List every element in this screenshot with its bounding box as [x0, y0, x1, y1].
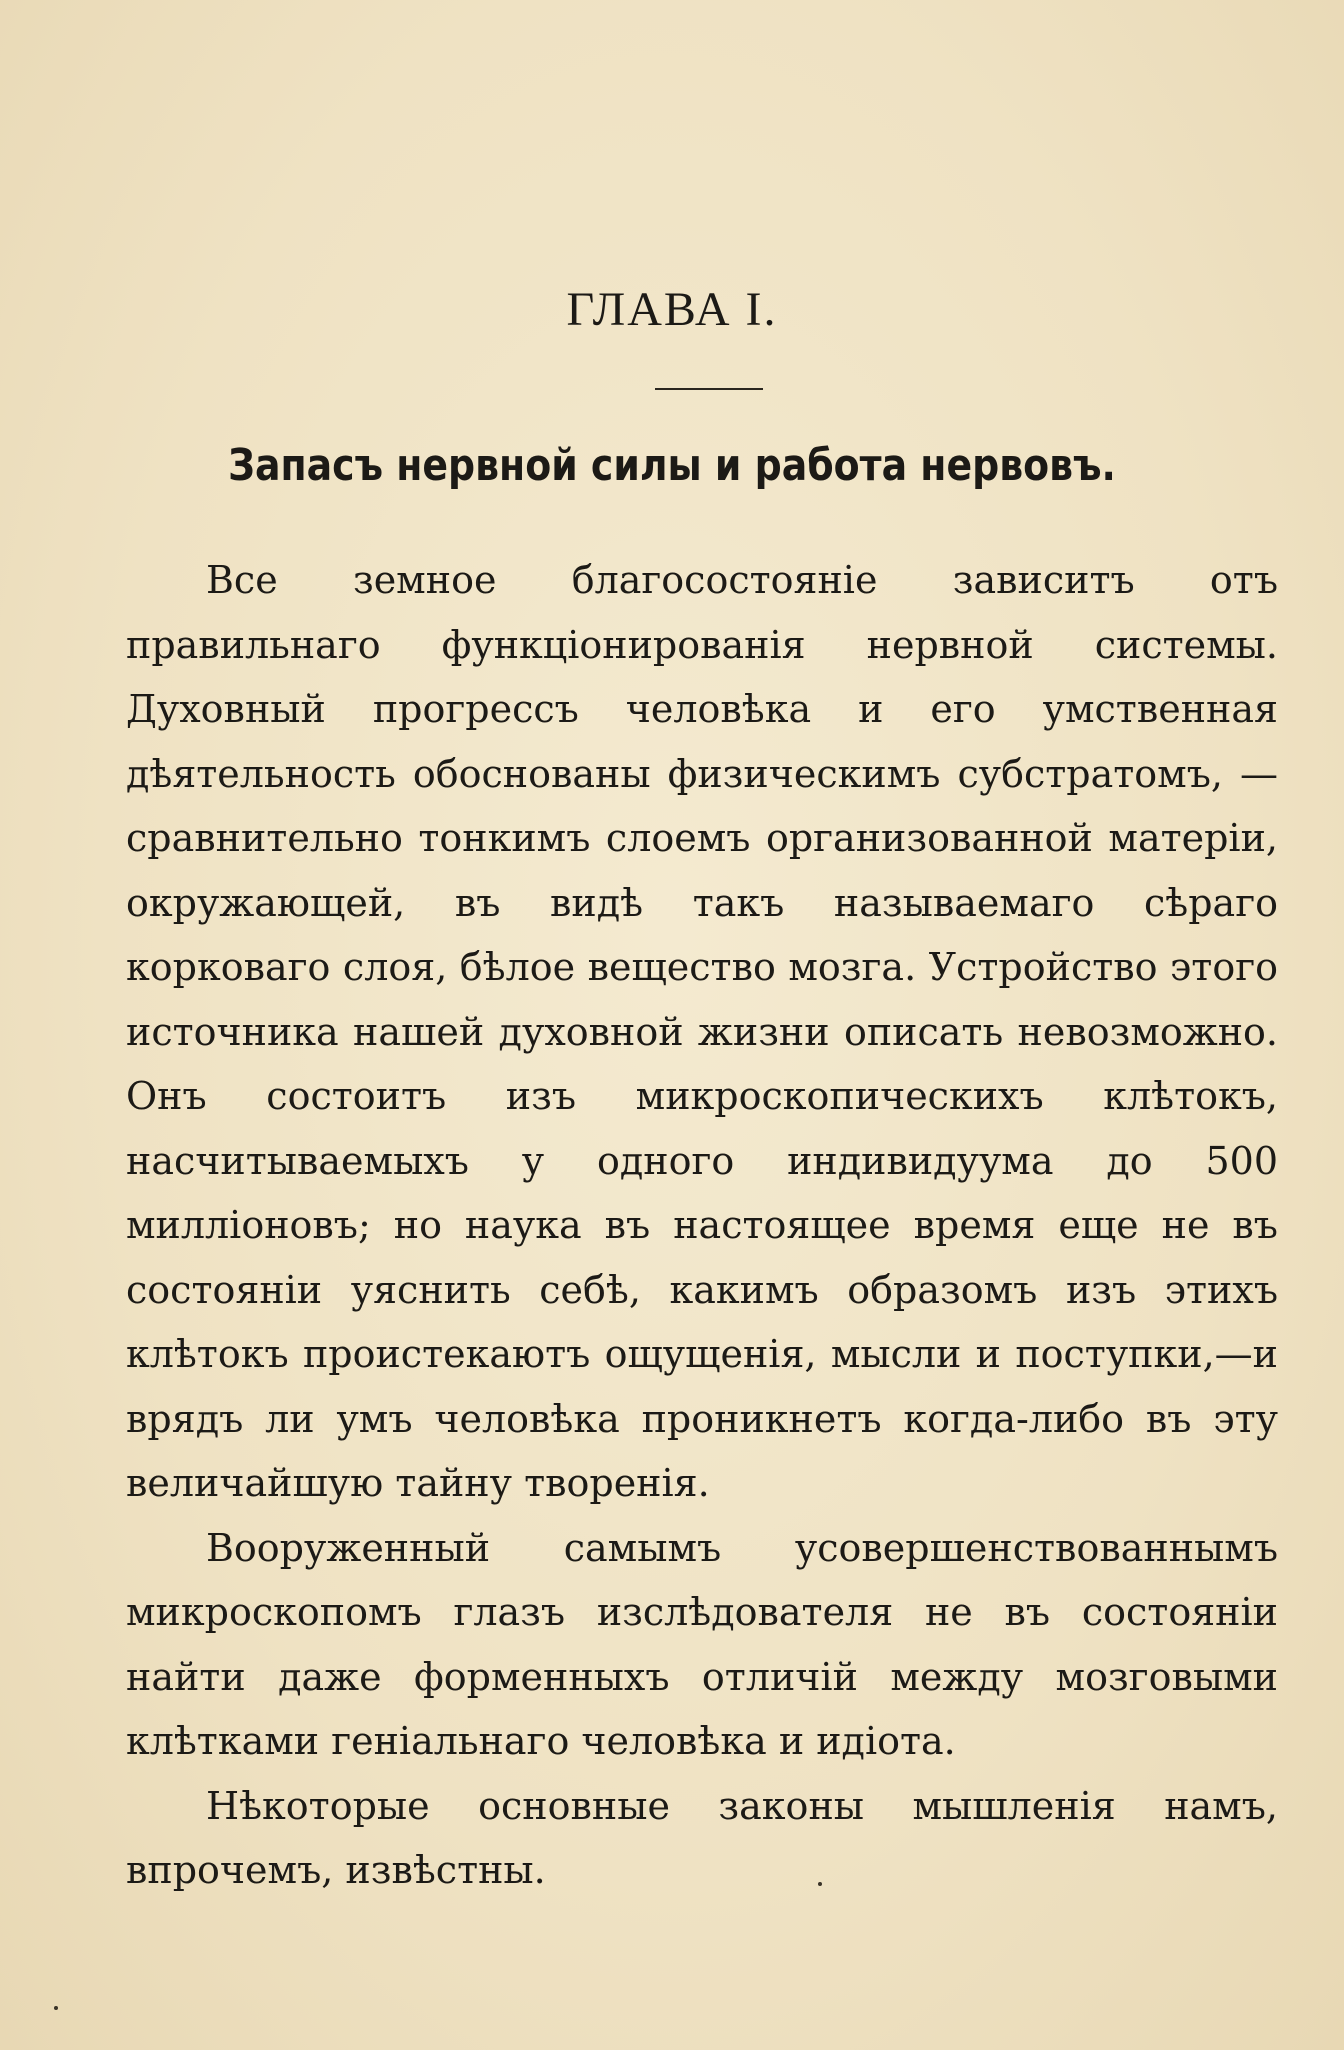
show-through-texture	[110, 86, 1290, 470]
paragraph-1: Все земное благосостояніе зависитъ отъ правильнаго функціонированія нервной системы. Духовный прогрессъ человѣка и его умственная дѣятельность обоснованы физическимъ субстратомъ, — сравнительно тонкимъ слоемъ организованной матеріи, окружающей, въ видѣ такъ называемаго сѣраго корковаго слоя, бѣлое вещество мозга. Устройство этого источника нашей духовной жизни описать невозможно. Онъ состоитъ изъ микроскопическихъ клѣтокъ, насчитываемыхъ у одного индивидуума до 500 милліоновъ; но наука въ настоящее время еще не въ состояніи уяснить себѣ, какимъ образомъ изъ этихъ клѣтокъ проистекаютъ ощущенія, мысли и поступки,—и врядъ ли умъ человѣка проникнетъ когда-либо въ эту величайшую тайну творенія.	[126, 558, 1278, 1505]
paper-speck	[54, 2006, 58, 2010]
section-title: Запасъ нервной силы и работа нервовъ.	[228, 440, 1116, 491]
paper-speck	[818, 1882, 822, 1886]
paragraph-3: Нѣкоторые основные законы мышленія намъ, впрочемъ, извѣстны.	[126, 1783, 1278, 1892]
title-rule	[655, 388, 763, 390]
body-text	[126, 548, 1278, 1903]
chapter-title: ГЛАВА I.	[566, 283, 778, 336]
paragraph-2: Вооруженный самымъ усовершенствованнымъ микроскопомъ глазъ изслѣдователя не въ состояніи найти даже форменныхъ отличій между мозговыми клѣтками геніальнаго человѣка и идіота.	[126, 1525, 1278, 1763]
